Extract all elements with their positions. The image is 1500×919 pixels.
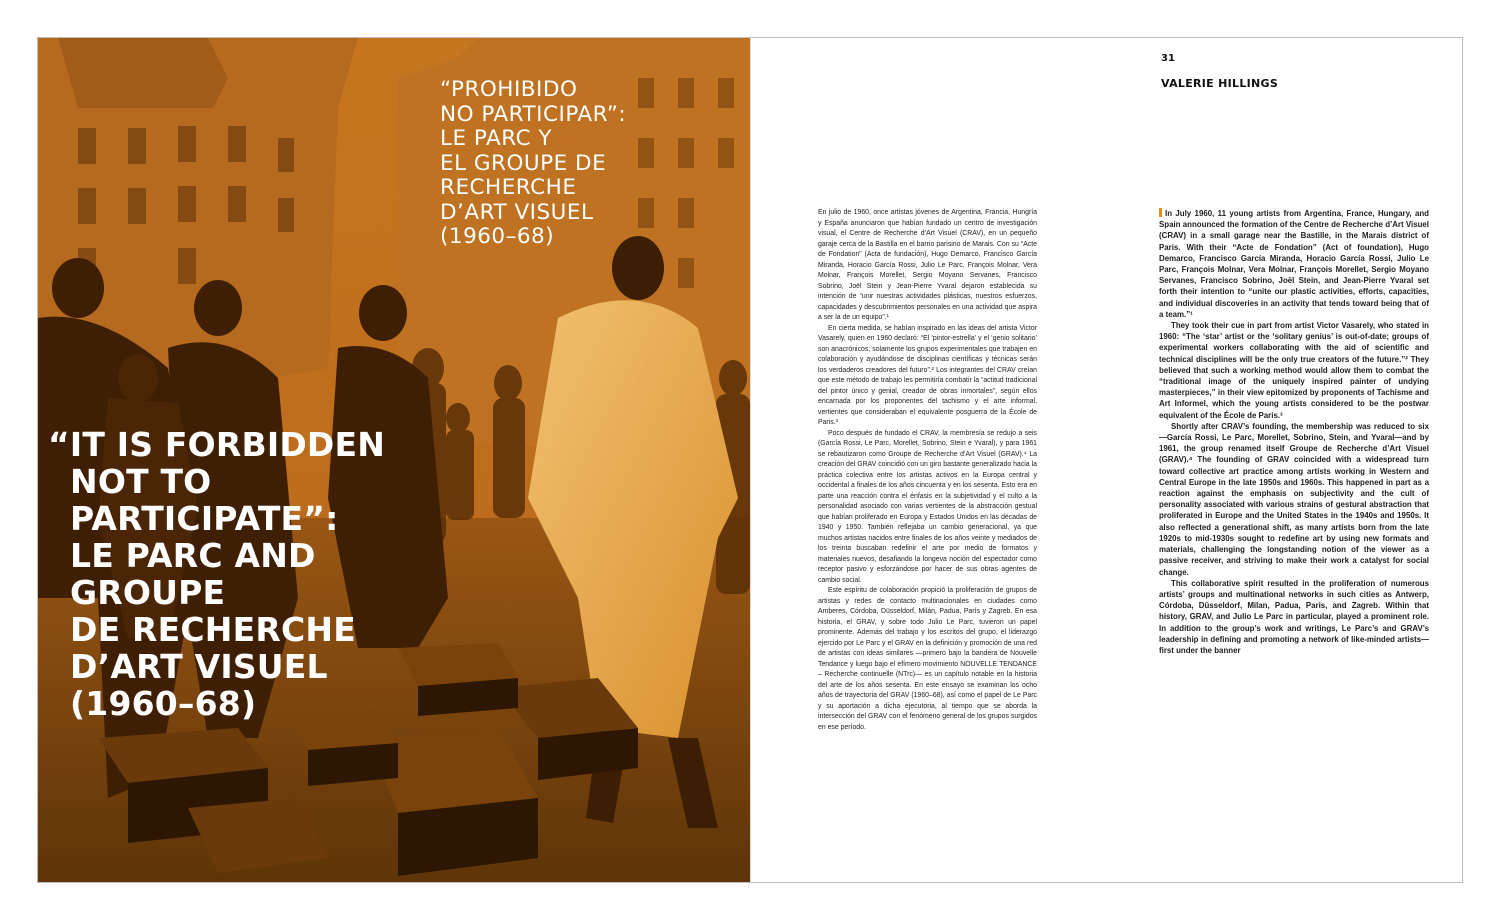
english-paragraph: They took their cue in part from artist Victor Vasarely, who stated in 1960: “The ‘star’ artist or the ‘solitary genius’ is out-of-date; groups of experimental workers collaborating with the aid of scientific and technical disciplines will be the only true creators of the future.”² They believed that such a working method would allow them to combat the “traditional image of the uniquely inspired painter of undying masterpieces,” in their view epitomized by proponents of Tachisme and Art Informel, which the young artists considered to be the postwar equivalent of the École de Paris.³ — [1159, 321, 1429, 420]
english-paragraph — [1159, 208, 1429, 320]
drop-cap-marker — [1159, 208, 1162, 217]
english-title-line: LE PARC AND — [70, 536, 316, 575]
page-gutter — [750, 38, 751, 882]
photograph — [38, 38, 750, 882]
english-title-line: DE RECHERCHE — [70, 610, 356, 649]
book-spread — [37, 37, 1463, 883]
spanish-title-line: “PROHIBIDO — [440, 77, 578, 102]
spanish-title-line: (1960–68) — [440, 224, 555, 249]
english-title-line: PARTICIPATE”: — [70, 499, 339, 538]
english-paragraph-text: In July 1960, 11 young artists from Argentina, France, Hungary, and Spain announced the formation of the Centre de Recherche d’Art Visuel (CRAV) in a small garage near the Bastille, in the Marais district of Paris. With their “Acte de Fondation” (Act of foundation), Hugo Demarco, Francisco García Miranda, Horacio García Rossi, Julio Le Parc, François Molnar, Vera Molnar, François Morellet, Sergio Moyano Servanes, Francisco Sobrino, Joël Stein, and Jean-Pierre Yvaral set forth their intention to “unite our plastic activities, efforts, capacities, and individual discoveries in an activity that tends toward being that of a team.”¹ — [1159, 209, 1429, 319]
spanish-paragraph: Poco después de fundado el CRAV, la membresía se redujo a seis (García Rossi, Le Parc, Morellet, Sobrino, Stein e Yvaral), y para 1961 se rebautizaron como Groupe de Recherche d’Art Visuel (GRAV).⁴ La creación del GRAV coincidió con un giro bastante generalizado hacia la práctica colectiva entre los artistas activos en la Europa central y occidental a finales de los años cincuenta y en los sesenta. Esto era en parte una reacción contra el énfasis en la subjetividad y el culto a la personalidad asociado con varias vertientes de la abstracción gestual que habían proliferado en Europa y Estados Unidos en las décadas de 1940 y 1950. También reflejaba un cambio generacional, ya que muchos artistas nacidos entre finales de los años veinte y mediados de los treinta buscaban redefinir el arte por medio de formatos y materiales nuevos, desafiando la longeva noción del espectador como receptor pasivo y esforzándose por hacer de sus obras agentes de cambio social. — [818, 429, 1037, 584]
spanish-paragraph: Este espíritu de colaboración propició la proliferación de grupos de artistas y redes de contacto multinacionales en ciudades como Amberes, Córdoba, Düsseldorf, Milán, Padua, París y Zagreb. En esa historia, el GRAV, y sobre todo Julio Le Parc, tuvieron un papel prominente. Además del trabajo y los escritos del grupo, el liderazgo ejercido por Le Parc y el GRAV en la definición y promoción de una red de artistas con ideas similares —primero bajo la bandera de Nouvelle Tendance y luego bajo el efímero movimiento NOUVELLE TENDANCE – Recherche continuelle (NTrc)— es un capítulo notable en la historia del arte de los años sesenta. En este ensayo se examinan los ocho años de trayectoria del GRAV (1960–68), así como el papel de Le Parc y su aportación a dicha ejecutoria, al tiempo que se aborda la intersección del GRAV con el fenómeno general de los grupos surgidos en ese período. — [818, 587, 1037, 731]
spanish-paragraph: En cierta medida, se habían inspirado en las ideas del artista Victor Vasarely, quien en 1960 declaró: “El ‘pintor-estrella’ y el ‘genio solitario’ son anacrónicos; solamente los grupos experimentales que trabajen en colaboración y ayudándose de disciplinas científicas y técnicas serán los verdaderos creadores del futuro”.² Los integrantes del CRAV creían que este método de trabajo les permitiría combatir la “actitud tradicional del pintor único y genial, creador de obras inmortales”, según ellos encarnada por los proponentes del tachismo y el arte informal, vertientes que consideraban el equivalente posguerra de la École de Paris.³ — [818, 324, 1037, 426]
english-title — [48, 426, 385, 722]
spanish-title-line: LE PARC Y — [440, 126, 553, 151]
spanish-paragraph: En julio de 1960, once artistas jóvenes de Argentina, Francia, Hungría y España anunciaron que habían fundado un centro de investigación visual, el Centre de Recherche d’Art Visuel (CRAV), en un pequeño garaje cerca de la Bastilla en el barrio parisino de Marais. Con su “Acte de Fondation” (Acta de fundación), Hugo Demarco, Francisco García Miranda, Horacio García Rossi, Julio Le Parc, François Molnar, Vera Molnar, François Morellet, Sergio Moyano Servanes, Francisco Sobrino, Joël Stein y Jean-Pierre Yvaral dejaron establecida su intención de “unir nuestras actividades plásticas, nuestros esfuerzos, capacidades y descubrimientos personales en una actividad que aspira a ser la de un equipo”.¹ — [818, 209, 1037, 321]
spanish-title-line: RECHERCHE — [440, 175, 577, 200]
english-title-line: “IT IS FORBIDDEN — [48, 425, 386, 464]
english-title-line: (1960–68) — [70, 684, 257, 723]
english-title-line: D’ART VISUEL — [70, 647, 328, 686]
spanish-title-line: EL GROUPE DE — [440, 150, 607, 176]
author-name: VALERIE HILLINGS — [1161, 77, 1279, 90]
english-text-column — [1159, 208, 1429, 656]
english-paragraph: This collaborative spirit resulted in the proliferation of numerous artists’ groups and multinational networks in such cities as Antwerp, Córdoba, Düsseldorf, Milan, Padua, Paris, and Zagreb. Within that history, GRAV, and Julio Le Parc in particular, played a prominent role. In addition to the group’s work and writings, Le Parc’s and GRAV’s leadership in defining and promoting a network of like-minded artists—first under the banner — [1159, 578, 1429, 655]
spanish-title-line: D’ART VISUEL — [440, 199, 594, 225]
english-paragraph: Shortly after CRAV’s founding, the membership was reduced to six—García Rossi, Le Parc, Morellet, Sobrino, Stein, and Yvaral—and by 1961, the group renamed itself Groupe de Recherche d’Art Visuel (GRAV).⁴ The founding of GRAV coincided with a widespread turn toward collective art practice among artists working in Western and Central Europe in the late 1950s and 1960s. This happened in part as a reaction against the emphasis on subjectivity and the cult of personality associated with various strains of gestural abstraction that proliferated in Europe and the United States in the 1940s and 1950s. It also reflected a generational shift, as many artists born from the late 1920s to mid-1930s sought to redefine art by using new formats and materials, challenging the longstanding notion of the viewer as a passive receiver, and striving to make their work a catalyst for social change. — [1159, 421, 1429, 577]
english-title-line: GROUPE — [70, 573, 226, 612]
spanish-title-line: NO PARTICIPAR”: — [440, 101, 627, 127]
english-title-line: NOT TO — [70, 462, 212, 501]
spanish-text-column — [818, 208, 1037, 733]
page-number: 31 — [1161, 53, 1175, 64]
spanish-title — [440, 78, 626, 250]
